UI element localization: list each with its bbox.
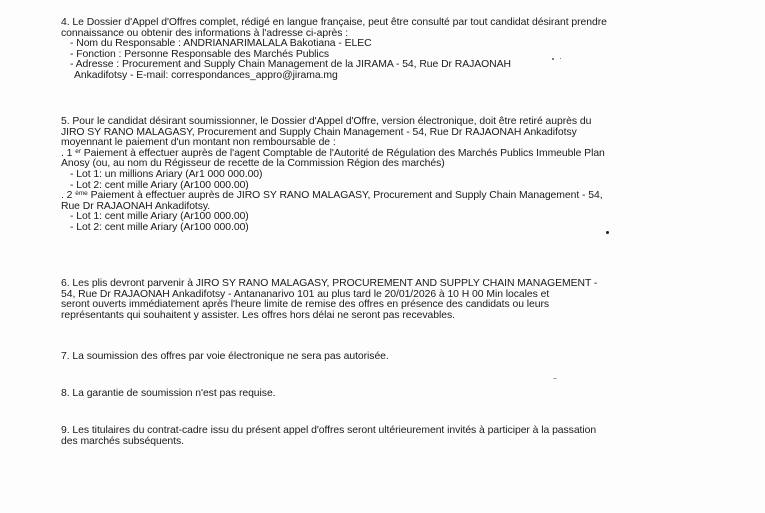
p5-payment-2-lot-1: - Lot 1: cent mille Ariary (Ar100 000.00): [70, 211, 249, 223]
p4-line-2: connaissance ou obtenir des informations à l'adresse ci-après :: [61, 27, 349, 39]
p6-line-2: 54, Rue Dr RAJAONAH Ankadifotsy - Antananarivo 101 au plus tard le 20/01/2026 à 10 H 00 Min locales et: [61, 288, 550, 300]
p6-line-3: seront ouverts immédiatement après l'heure limite de remise des offres en présence des candidats ou leurs: [61, 299, 550, 311]
p9-line-1: 9. Les titulaires du contrat-cadre issu du présent appel d'offres seront ultérieurement invités à participer à la passation: [61, 425, 597, 436]
p6-line-4: représentants qui souhaitent y assister. Les offres hors délai ne seront pas recevables.: [61, 309, 455, 321]
p5-payment-2-lot-2: - Lot 2: cent mille Ariary (Ar100 000.00): [70, 221, 249, 233]
p4-responsable-name: - Nom du Responsable : ANDRIANARIMALALA Bakotiana - ELEC: [70, 38, 372, 50]
p5-payment-2-text: Paiement à effectuer auprès de JIRO SY RANO MALAGASY, Procurement and Supply Chain Management - 54,: [90, 190, 603, 202]
p7-text: 7. La soumission des offres par voie électronique ne sera pas autorisée.: [61, 351, 389, 362]
p5-payment-2-line-2: Rue Dr RAJAONAH Ankadifotsy.: [61, 200, 211, 212]
paragraph-8-guarantee: [61, 389, 693, 400]
paragraph-4-consultation: [61, 18, 693, 82]
p5-payment-1-ordinal: er: [75, 147, 81, 155]
p4-line-1: 4. Le Dossier d'Appel d'Offres complet, rédigé en langue française, peut être consulté par tout candidat désirant prendre: [61, 17, 607, 28]
paragraph-5-payment: [61, 117, 693, 234]
paragraph-7-electronic: [61, 352, 693, 363]
p5-payment-2-ordinal: ème: [75, 190, 88, 198]
scan-speck: [552, 58, 554, 60]
p5-payment-1-lot-1: - Lot 1: un millions Ariary (Ar1 000 000.00): [70, 168, 263, 180]
p5-line-1: 5. Pour le candidat désirant soumissionner, le Dossier d'Appel d'Offre, version électronique, doit être retiré auprès du: [61, 116, 592, 127]
p5-payment-1-line-2: Anosy (ou, au nom du Régisseur de recette de la Commission Région des marchés): [61, 158, 445, 170]
scan-speck: [560, 58, 561, 59]
p5-payment-1-number: . 1: [61, 147, 73, 159]
p8-text: 8. La garantie de soumission n'est pas requise.: [61, 388, 276, 399]
paragraph-6-submission: [61, 279, 693, 321]
scan-speck: [606, 231, 609, 234]
p5-line-2: JIRO SY RANO MALAGASY, Procurement and Supply Chain Management - 54, Rue Dr RAJAONAH Ankadifotsy: [61, 126, 577, 138]
p4-email: Ankadifotsy - E-mail: correspondances_appro@jirama.mg: [74, 69, 338, 81]
p5-payment-1-text: Paiement à effectuer auprès de l'agent Comptable de l'Autorité de Régulation des Marchés Publics Immeuble Plan: [83, 147, 605, 159]
p4-function: - Fonction : Personne Responsable des Marchés Publics: [70, 48, 329, 60]
p5-line-3: moyennant le paiement d'un montant non remboursable de :: [61, 137, 336, 149]
p9-line-2: des marchés subséquents.: [61, 435, 184, 447]
scan-speck: [553, 378, 557, 379]
p6-line-1: 6. Les plis devront parvenir à JIRO SY RANO MALAGASY, PROCUREMENT AND SUPPLY CHAIN MANAGEMENT -: [61, 278, 598, 289]
paragraph-9-framework: [61, 426, 693, 447]
p5-payment-2-number: . 2: [61, 190, 73, 202]
p5-payment-1-lot-2: - Lot 2: cent mille Ariary (Ar100 000.00): [70, 179, 249, 191]
p4-address: - Adresse : Procurement and Supply Chain Management de la JIRAMA - 54, Rue Dr RAJAONAH: [70, 59, 511, 71]
